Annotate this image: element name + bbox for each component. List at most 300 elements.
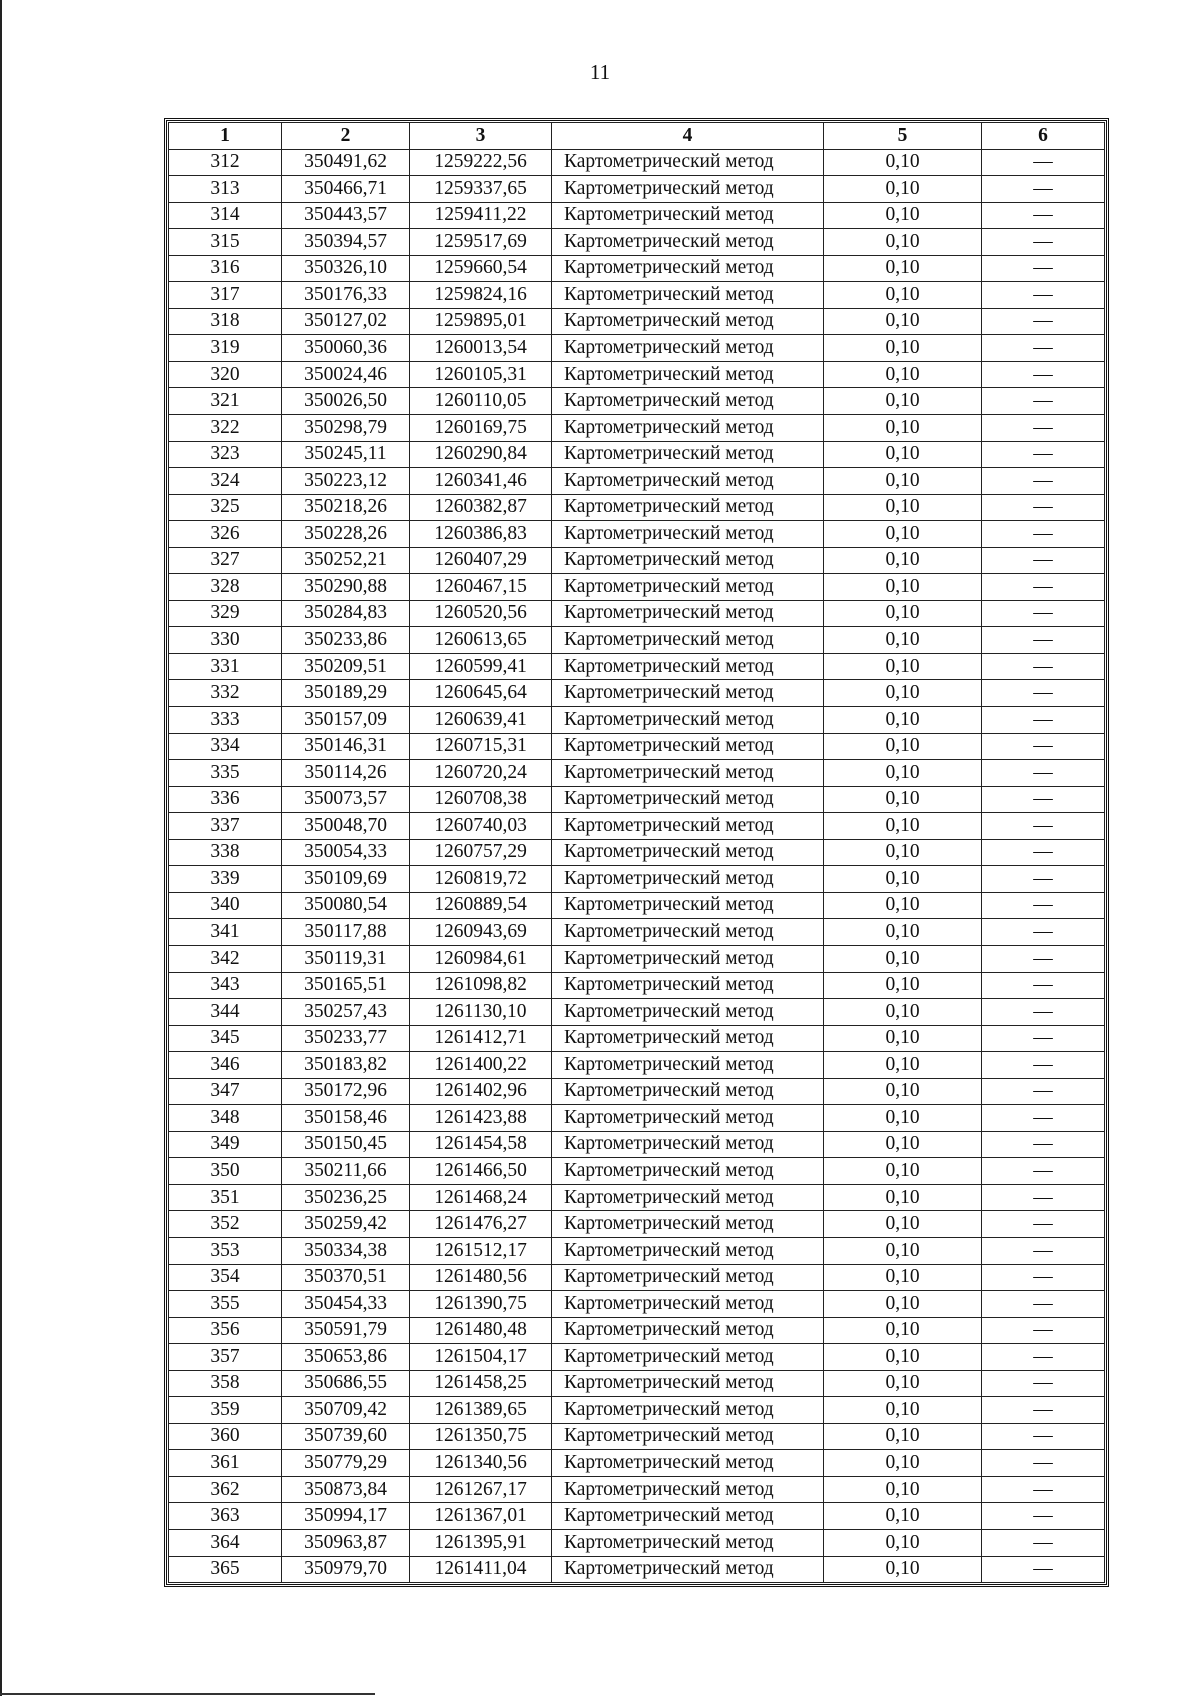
table-row bbox=[169, 1105, 1105, 1132]
method-cell: Картометрический метод bbox=[552, 308, 824, 335]
table-row bbox=[169, 255, 1105, 282]
point-number-cell: 358 bbox=[169, 1370, 282, 1397]
x-coordinate-cell: 350048,70 bbox=[282, 813, 410, 840]
point-number-cell: 328 bbox=[169, 574, 282, 601]
extra-cell: — bbox=[982, 308, 1105, 335]
extra-cell: — bbox=[982, 1450, 1105, 1477]
y-coordinate-cell: 1261390,75 bbox=[410, 1291, 552, 1318]
x-coordinate-cell: 350466,71 bbox=[282, 176, 410, 203]
point-number-cell: 338 bbox=[169, 839, 282, 866]
table-row bbox=[169, 574, 1105, 601]
column-header-3: 3 bbox=[410, 123, 552, 150]
accuracy-cell: 0,10 bbox=[824, 415, 982, 442]
point-number-cell: 320 bbox=[169, 361, 282, 388]
table-row bbox=[169, 441, 1105, 468]
method-cell: Картометрический метод bbox=[552, 760, 824, 787]
x-coordinate-cell: 350284,83 bbox=[282, 600, 410, 627]
x-coordinate-cell: 350236,25 bbox=[282, 1184, 410, 1211]
accuracy-cell: 0,10 bbox=[824, 1211, 982, 1238]
method-cell: Картометрический метод bbox=[552, 574, 824, 601]
y-coordinate-cell: 1259895,01 bbox=[410, 308, 552, 335]
table-row bbox=[169, 972, 1105, 999]
y-coordinate-cell: 1261480,56 bbox=[410, 1264, 552, 1291]
table-row bbox=[169, 361, 1105, 388]
method-cell: Картометрический метод bbox=[552, 1264, 824, 1291]
extra-cell: — bbox=[982, 1423, 1105, 1450]
column-header-4: 4 bbox=[552, 123, 824, 150]
accuracy-cell: 0,10 bbox=[824, 733, 982, 760]
y-coordinate-cell: 1260819,72 bbox=[410, 866, 552, 893]
x-coordinate-cell: 350211,66 bbox=[282, 1158, 410, 1185]
table-row bbox=[169, 1423, 1105, 1450]
extra-cell: — bbox=[982, 149, 1105, 176]
point-number-cell: 348 bbox=[169, 1105, 282, 1132]
method-cell: Картометрический метод bbox=[552, 1344, 824, 1371]
table-row bbox=[169, 1237, 1105, 1264]
extra-cell: — bbox=[982, 1158, 1105, 1185]
extra-cell: — bbox=[982, 1078, 1105, 1105]
x-coordinate-cell: 350290,88 bbox=[282, 574, 410, 601]
method-cell: Картометрический метод bbox=[552, 415, 824, 442]
table-row bbox=[169, 521, 1105, 548]
accuracy-cell: 0,10 bbox=[824, 547, 982, 574]
x-coordinate-cell: 350994,17 bbox=[282, 1503, 410, 1530]
extra-cell: — bbox=[982, 1370, 1105, 1397]
column-header-5: 5 bbox=[824, 123, 982, 150]
extra-cell: — bbox=[982, 335, 1105, 362]
y-coordinate-cell: 1260889,54 bbox=[410, 892, 552, 919]
point-number-cell: 355 bbox=[169, 1291, 282, 1318]
accuracy-cell: 0,10 bbox=[824, 786, 982, 813]
table-header-row bbox=[169, 123, 1105, 150]
y-coordinate-cell: 1260708,38 bbox=[410, 786, 552, 813]
x-coordinate-cell: 350334,38 bbox=[282, 1237, 410, 1264]
y-coordinate-cell: 1261340,56 bbox=[410, 1450, 552, 1477]
accuracy-cell: 0,10 bbox=[824, 1423, 982, 1450]
accuracy-cell: 0,10 bbox=[824, 892, 982, 919]
y-coordinate-cell: 1261504,17 bbox=[410, 1344, 552, 1371]
table-row bbox=[169, 1025, 1105, 1052]
extra-cell: — bbox=[982, 707, 1105, 734]
table-row bbox=[169, 308, 1105, 335]
x-coordinate-cell: 350073,57 bbox=[282, 786, 410, 813]
method-cell: Картометрический метод bbox=[552, 627, 824, 654]
point-number-cell: 341 bbox=[169, 919, 282, 946]
x-coordinate-cell: 350183,82 bbox=[282, 1052, 410, 1079]
x-coordinate-cell: 350233,77 bbox=[282, 1025, 410, 1052]
point-number-cell: 364 bbox=[169, 1529, 282, 1556]
accuracy-cell: 0,10 bbox=[824, 361, 982, 388]
extra-cell: — bbox=[982, 653, 1105, 680]
extra-cell: — bbox=[982, 760, 1105, 787]
y-coordinate-cell: 1260740,03 bbox=[410, 813, 552, 840]
point-number-cell: 316 bbox=[169, 255, 282, 282]
accuracy-cell: 0,10 bbox=[824, 1237, 982, 1264]
x-coordinate-cell: 350080,54 bbox=[282, 892, 410, 919]
x-coordinate-cell: 350963,87 bbox=[282, 1529, 410, 1556]
accuracy-cell: 0,10 bbox=[824, 839, 982, 866]
x-coordinate-cell: 350172,96 bbox=[282, 1078, 410, 1105]
accuracy-cell: 0,10 bbox=[824, 1078, 982, 1105]
table-row bbox=[169, 733, 1105, 760]
method-cell: Картометрический метод bbox=[552, 813, 824, 840]
method-cell: Картометрический метод bbox=[552, 202, 824, 229]
method-cell: Картометрический метод bbox=[552, 521, 824, 548]
y-coordinate-cell: 1261480,48 bbox=[410, 1317, 552, 1344]
method-cell: Картометрический метод bbox=[552, 1158, 824, 1185]
table-row bbox=[169, 1397, 1105, 1424]
x-coordinate-cell: 350653,86 bbox=[282, 1344, 410, 1371]
x-coordinate-cell: 350218,26 bbox=[282, 494, 410, 521]
point-number-cell: 357 bbox=[169, 1344, 282, 1371]
x-coordinate-cell: 350228,26 bbox=[282, 521, 410, 548]
accuracy-cell: 0,10 bbox=[824, 972, 982, 999]
table-row bbox=[169, 707, 1105, 734]
extra-cell: — bbox=[982, 786, 1105, 813]
x-coordinate-cell: 350157,09 bbox=[282, 707, 410, 734]
x-coordinate-cell: 350591,79 bbox=[282, 1317, 410, 1344]
accuracy-cell: 0,10 bbox=[824, 1529, 982, 1556]
extra-cell: — bbox=[982, 176, 1105, 203]
x-coordinate-cell: 350146,31 bbox=[282, 733, 410, 760]
y-coordinate-cell: 1259824,16 bbox=[410, 282, 552, 309]
accuracy-cell: 0,10 bbox=[824, 653, 982, 680]
method-cell: Картометрический метод bbox=[552, 149, 824, 176]
y-coordinate-cell: 1260105,31 bbox=[410, 361, 552, 388]
method-cell: Картометрический метод bbox=[552, 229, 824, 256]
y-coordinate-cell: 1260639,41 bbox=[410, 707, 552, 734]
x-coordinate-cell: 350233,86 bbox=[282, 627, 410, 654]
method-cell: Картометрический метод bbox=[552, 680, 824, 707]
method-cell: Картометрический метод bbox=[552, 1450, 824, 1477]
method-cell: Картометрический метод bbox=[552, 1423, 824, 1450]
table-body bbox=[169, 149, 1105, 1583]
method-cell: Картометрический метод bbox=[552, 468, 824, 495]
y-coordinate-cell: 1261454,58 bbox=[410, 1131, 552, 1158]
accuracy-cell: 0,10 bbox=[824, 494, 982, 521]
accuracy-cell: 0,10 bbox=[824, 1370, 982, 1397]
point-number-cell: 347 bbox=[169, 1078, 282, 1105]
accuracy-cell: 0,10 bbox=[824, 680, 982, 707]
x-coordinate-cell: 350257,43 bbox=[282, 999, 410, 1026]
extra-cell: — bbox=[982, 521, 1105, 548]
method-cell: Картометрический метод bbox=[552, 1184, 824, 1211]
coordinates-table-frame bbox=[164, 118, 1109, 1587]
x-coordinate-cell: 350779,29 bbox=[282, 1450, 410, 1477]
point-number-cell: 359 bbox=[169, 1397, 282, 1424]
accuracy-cell: 0,10 bbox=[824, 202, 982, 229]
point-number-cell: 321 bbox=[169, 388, 282, 415]
extra-cell: — bbox=[982, 1237, 1105, 1264]
method-cell: Картометрический метод bbox=[552, 707, 824, 734]
method-cell: Картометрический метод bbox=[552, 1237, 824, 1264]
table-row bbox=[169, 1078, 1105, 1105]
y-coordinate-cell: 1260943,69 bbox=[410, 919, 552, 946]
extra-cell: — bbox=[982, 945, 1105, 972]
y-coordinate-cell: 1261130,10 bbox=[410, 999, 552, 1026]
method-cell: Картометрический метод bbox=[552, 972, 824, 999]
point-number-cell: 350 bbox=[169, 1158, 282, 1185]
x-coordinate-cell: 350443,57 bbox=[282, 202, 410, 229]
y-coordinate-cell: 1259222,56 bbox=[410, 149, 552, 176]
x-coordinate-cell: 350176,33 bbox=[282, 282, 410, 309]
point-number-cell: 351 bbox=[169, 1184, 282, 1211]
accuracy-cell: 0,10 bbox=[824, 999, 982, 1026]
extra-cell: — bbox=[982, 441, 1105, 468]
point-number-cell: 360 bbox=[169, 1423, 282, 1450]
extra-cell: — bbox=[982, 574, 1105, 601]
method-cell: Картометрический метод bbox=[552, 1503, 824, 1530]
x-coordinate-cell: 350245,11 bbox=[282, 441, 410, 468]
y-coordinate-cell: 1260613,65 bbox=[410, 627, 552, 654]
accuracy-cell: 0,10 bbox=[824, 441, 982, 468]
method-cell: Картометрический метод bbox=[552, 388, 824, 415]
accuracy-cell: 0,10 bbox=[824, 282, 982, 309]
table-row bbox=[169, 1476, 1105, 1503]
extra-cell: — bbox=[982, 1105, 1105, 1132]
x-coordinate-cell: 350873,84 bbox=[282, 1476, 410, 1503]
table-row bbox=[169, 786, 1105, 813]
x-coordinate-cell: 350739,60 bbox=[282, 1423, 410, 1450]
x-coordinate-cell: 350127,02 bbox=[282, 308, 410, 335]
extra-cell: — bbox=[982, 972, 1105, 999]
method-cell: Картометрический метод bbox=[552, 1052, 824, 1079]
point-number-cell: 343 bbox=[169, 972, 282, 999]
x-coordinate-cell: 350119,31 bbox=[282, 945, 410, 972]
point-number-cell: 356 bbox=[169, 1317, 282, 1344]
extra-cell: — bbox=[982, 1344, 1105, 1371]
method-cell: Картометрический метод bbox=[552, 786, 824, 813]
extra-cell: — bbox=[982, 1476, 1105, 1503]
extra-cell: — bbox=[982, 202, 1105, 229]
y-coordinate-cell: 1261512,17 bbox=[410, 1237, 552, 1264]
accuracy-cell: 0,10 bbox=[824, 1158, 982, 1185]
method-cell: Картометрический метод bbox=[552, 919, 824, 946]
accuracy-cell: 0,10 bbox=[824, 1450, 982, 1477]
extra-cell: — bbox=[982, 468, 1105, 495]
extra-cell: — bbox=[982, 1264, 1105, 1291]
extra-cell: — bbox=[982, 733, 1105, 760]
extra-cell: — bbox=[982, 229, 1105, 256]
y-coordinate-cell: 1261367,01 bbox=[410, 1503, 552, 1530]
table-row bbox=[169, 653, 1105, 680]
x-coordinate-cell: 350150,45 bbox=[282, 1131, 410, 1158]
accuracy-cell: 0,10 bbox=[824, 255, 982, 282]
extra-cell: — bbox=[982, 600, 1105, 627]
method-cell: Картометрический метод bbox=[552, 1370, 824, 1397]
table-row bbox=[169, 415, 1105, 442]
table-row bbox=[169, 1264, 1105, 1291]
accuracy-cell: 0,10 bbox=[824, 1291, 982, 1318]
table-row bbox=[169, 892, 1105, 919]
y-coordinate-cell: 1261350,75 bbox=[410, 1423, 552, 1450]
point-number-cell: 362 bbox=[169, 1476, 282, 1503]
x-coordinate-cell: 350117,88 bbox=[282, 919, 410, 946]
method-cell: Картометрический метод bbox=[552, 866, 824, 893]
y-coordinate-cell: 1260645,64 bbox=[410, 680, 552, 707]
y-coordinate-cell: 1261395,91 bbox=[410, 1529, 552, 1556]
point-number-cell: 315 bbox=[169, 229, 282, 256]
y-coordinate-cell: 1261423,88 bbox=[410, 1105, 552, 1132]
extra-cell: — bbox=[982, 255, 1105, 282]
y-coordinate-cell: 1260467,15 bbox=[410, 574, 552, 601]
x-coordinate-cell: 350298,79 bbox=[282, 415, 410, 442]
table-row bbox=[169, 494, 1105, 521]
y-coordinate-cell: 1260386,83 bbox=[410, 521, 552, 548]
extra-cell: — bbox=[982, 1397, 1105, 1424]
point-number-cell: 342 bbox=[169, 945, 282, 972]
accuracy-cell: 0,10 bbox=[824, 1397, 982, 1424]
accuracy-cell: 0,10 bbox=[824, 1184, 982, 1211]
table-row bbox=[169, 335, 1105, 362]
extra-cell: — bbox=[982, 813, 1105, 840]
x-coordinate-cell: 350054,33 bbox=[282, 839, 410, 866]
point-number-cell: 349 bbox=[169, 1131, 282, 1158]
x-coordinate-cell: 350189,29 bbox=[282, 680, 410, 707]
table-row bbox=[169, 1158, 1105, 1185]
accuracy-cell: 0,10 bbox=[824, 335, 982, 362]
accuracy-cell: 0,10 bbox=[824, 1476, 982, 1503]
method-cell: Картометрический метод bbox=[552, 839, 824, 866]
x-coordinate-cell: 350394,57 bbox=[282, 229, 410, 256]
y-coordinate-cell: 1260341,46 bbox=[410, 468, 552, 495]
table-row bbox=[169, 813, 1105, 840]
accuracy-cell: 0,10 bbox=[824, 149, 982, 176]
method-cell: Картометрический метод bbox=[552, 733, 824, 760]
table-row bbox=[169, 282, 1105, 309]
point-number-cell: 314 bbox=[169, 202, 282, 229]
coordinates-table bbox=[168, 122, 1105, 1583]
extra-cell: — bbox=[982, 866, 1105, 893]
y-coordinate-cell: 1261476,27 bbox=[410, 1211, 552, 1238]
point-number-cell: 332 bbox=[169, 680, 282, 707]
y-coordinate-cell: 1261389,65 bbox=[410, 1397, 552, 1424]
accuracy-cell: 0,10 bbox=[824, 945, 982, 972]
point-number-cell: 312 bbox=[169, 149, 282, 176]
accuracy-cell: 0,10 bbox=[824, 627, 982, 654]
method-cell: Картометрический метод bbox=[552, 892, 824, 919]
table-row bbox=[169, 468, 1105, 495]
accuracy-cell: 0,10 bbox=[824, 1025, 982, 1052]
extra-cell: — bbox=[982, 282, 1105, 309]
column-header-2: 2 bbox=[282, 123, 410, 150]
extra-cell: — bbox=[982, 1131, 1105, 1158]
y-coordinate-cell: 1260169,75 bbox=[410, 415, 552, 442]
point-number-cell: 337 bbox=[169, 813, 282, 840]
table-row bbox=[169, 1184, 1105, 1211]
method-cell: Картометрический метод bbox=[552, 335, 824, 362]
accuracy-cell: 0,10 bbox=[824, 1344, 982, 1371]
point-number-cell: 317 bbox=[169, 282, 282, 309]
method-cell: Картометрический метод bbox=[552, 999, 824, 1026]
x-coordinate-cell: 350114,26 bbox=[282, 760, 410, 787]
table-row bbox=[169, 1450, 1105, 1477]
accuracy-cell: 0,10 bbox=[824, 600, 982, 627]
point-number-cell: 322 bbox=[169, 415, 282, 442]
accuracy-cell: 0,10 bbox=[824, 813, 982, 840]
accuracy-cell: 0,10 bbox=[824, 1503, 982, 1530]
x-coordinate-cell: 350252,21 bbox=[282, 547, 410, 574]
x-coordinate-cell: 350491,62 bbox=[282, 149, 410, 176]
accuracy-cell: 0,10 bbox=[824, 521, 982, 548]
method-cell: Картометрический метод bbox=[552, 1476, 824, 1503]
extra-cell: — bbox=[982, 1291, 1105, 1318]
extra-cell: — bbox=[982, 1052, 1105, 1079]
y-coordinate-cell: 1261267,17 bbox=[410, 1476, 552, 1503]
accuracy-cell: 0,10 bbox=[824, 388, 982, 415]
table-row bbox=[169, 600, 1105, 627]
method-cell: Картометрический метод bbox=[552, 1529, 824, 1556]
table-row bbox=[169, 1052, 1105, 1079]
accuracy-cell: 0,10 bbox=[824, 707, 982, 734]
method-cell: Картометрический метод bbox=[552, 1211, 824, 1238]
method-cell: Картометрический метод bbox=[552, 1397, 824, 1424]
accuracy-cell: 0,10 bbox=[824, 919, 982, 946]
y-coordinate-cell: 1259411,22 bbox=[410, 202, 552, 229]
table-row bbox=[169, 760, 1105, 787]
y-coordinate-cell: 1260013,54 bbox=[410, 335, 552, 362]
point-number-cell: 334 bbox=[169, 733, 282, 760]
accuracy-cell: 0,10 bbox=[824, 1105, 982, 1132]
x-coordinate-cell: 350209,51 bbox=[282, 653, 410, 680]
x-coordinate-cell: 350158,46 bbox=[282, 1105, 410, 1132]
method-cell: Картометрический метод bbox=[552, 361, 824, 388]
table-row bbox=[169, 919, 1105, 946]
y-coordinate-cell: 1260290,84 bbox=[410, 441, 552, 468]
extra-cell: — bbox=[982, 1556, 1105, 1583]
table-row bbox=[169, 176, 1105, 203]
extra-cell: — bbox=[982, 361, 1105, 388]
y-coordinate-cell: 1260715,31 bbox=[410, 733, 552, 760]
table-row bbox=[169, 1529, 1105, 1556]
y-coordinate-cell: 1260984,61 bbox=[410, 945, 552, 972]
table-row bbox=[169, 1370, 1105, 1397]
accuracy-cell: 0,10 bbox=[824, 229, 982, 256]
accuracy-cell: 0,10 bbox=[824, 176, 982, 203]
method-cell: Картометрический метод bbox=[552, 255, 824, 282]
table-row bbox=[169, 547, 1105, 574]
extra-cell: — bbox=[982, 1211, 1105, 1238]
table-row bbox=[169, 1131, 1105, 1158]
point-number-cell: 333 bbox=[169, 707, 282, 734]
table-row bbox=[169, 388, 1105, 415]
y-coordinate-cell: 1260720,24 bbox=[410, 760, 552, 787]
accuracy-cell: 0,10 bbox=[824, 760, 982, 787]
x-coordinate-cell: 350686,55 bbox=[282, 1370, 410, 1397]
point-number-cell: 335 bbox=[169, 760, 282, 787]
point-number-cell: 361 bbox=[169, 1450, 282, 1477]
x-coordinate-cell: 350026,50 bbox=[282, 388, 410, 415]
point-number-cell: 353 bbox=[169, 1237, 282, 1264]
table-row bbox=[169, 229, 1105, 256]
table-row bbox=[169, 1556, 1105, 1583]
x-coordinate-cell: 350370,51 bbox=[282, 1264, 410, 1291]
y-coordinate-cell: 1261402,96 bbox=[410, 1078, 552, 1105]
y-coordinate-cell: 1261466,50 bbox=[410, 1158, 552, 1185]
extra-cell: — bbox=[982, 999, 1105, 1026]
method-cell: Картометрический метод bbox=[552, 1105, 824, 1132]
extra-cell: — bbox=[982, 547, 1105, 574]
y-coordinate-cell: 1260407,29 bbox=[410, 547, 552, 574]
table-row bbox=[169, 1503, 1105, 1530]
method-cell: Картометрический метод bbox=[552, 1078, 824, 1105]
y-coordinate-cell: 1260757,29 bbox=[410, 839, 552, 866]
extra-cell: — bbox=[982, 919, 1105, 946]
method-cell: Картометрический метод bbox=[552, 282, 824, 309]
point-number-cell: 313 bbox=[169, 176, 282, 203]
scan-bottom-edge bbox=[0, 1693, 375, 1695]
extra-cell: — bbox=[982, 1184, 1105, 1211]
